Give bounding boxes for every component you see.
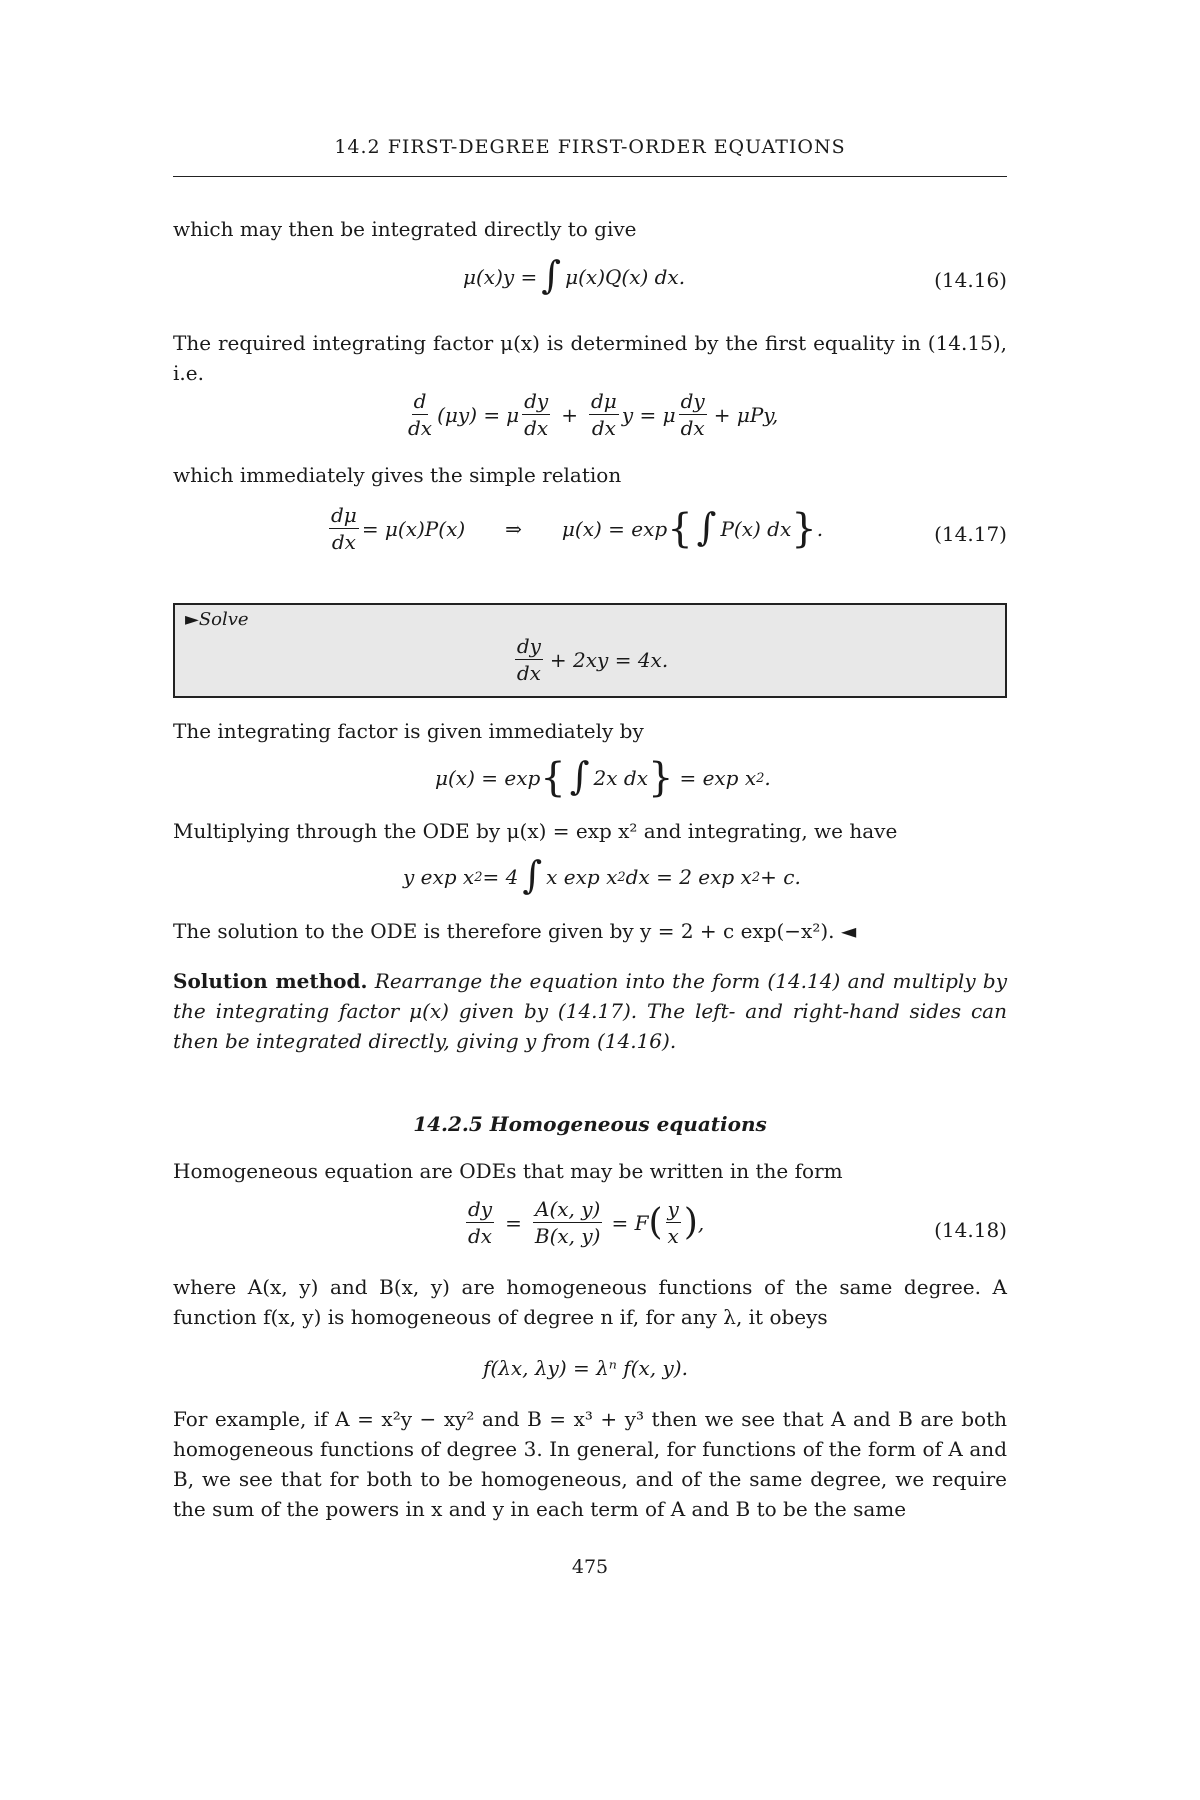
solution-method-title: Solution method. (173, 969, 368, 993)
paragraph-example: For example, if A = x²y − xy² and B = x³ + y³ then we see that A and B are both homogeneous functions of degree 3. In general, for functions of the form of A and B, we see that for both to be homogeneous, and of the same degree, we require the sum of the powers in x and y in each term of A and B to be the same (173, 1407, 1007, 1521)
equation-number-14-18: (14.18) (934, 1218, 1007, 1242)
eq-18-equals: = (505, 1210, 522, 1235)
eq-18-F: = F (611, 1210, 649, 1235)
paragraph-integrating-factor: The required integrating factor μ(x) is determined by the first equality in (14.15), i.e. (173, 331, 1007, 385)
left-paren: ( (648, 1201, 663, 1243)
page-number: 475 (571, 1556, 609, 1578)
eq-int-integrand-sup: 2 (617, 869, 626, 885)
eq-if-rhs-sup: 2 (756, 770, 765, 786)
paragraph-multiplying: Multiplying through the ODE by μ(x) = exp x² and integrating, we have (173, 819, 898, 843)
fraction-dy-dx-example: $\frac{dy}{dx}$ (516, 634, 541, 685)
eq-int-lhs-sup: 2 (474, 869, 483, 885)
eq-if-integrand: 2x dx (593, 766, 648, 790)
eq-14-16-integrand: μ(x)Q(x) dx. (565, 265, 686, 289)
equation-integrating-factor (173, 752, 1007, 812)
paragraph-intro: which may then be integrated directly to give (173, 217, 637, 241)
paragraph-where: where A(x, y) and B(x, y) are homogeneous functions of the same degree. A function f(x, y) is homogeneous of degree n if, for any λ, it obeys (173, 1275, 1007, 1329)
example-box (173, 603, 1007, 698)
fraction-dy-dx: $\frac{dy}{dx}$ (524, 389, 549, 440)
eq-product-tail: + μPy, (713, 402, 779, 427)
eq-if-end: . (764, 766, 771, 790)
solution-method (173, 966, 1007, 1056)
example-equation-rest: + 2xy = 4x. (549, 647, 669, 672)
eq-homog-text: f(λx, λy) = λⁿ f(x, y). (483, 1356, 688, 1380)
equation-14-17 (173, 500, 1007, 570)
left-brace: { (667, 505, 693, 552)
equation-number-14-16: (14.16) (934, 268, 1007, 292)
paragraph-if-given: The integrating factor is given immediately by (173, 719, 644, 743)
equation-product-rule (173, 388, 1007, 454)
eq-product-plus: + (561, 402, 578, 427)
equation-number-14-17: (14.17) (934, 522, 1007, 546)
right-brace: } (648, 755, 674, 801)
fraction-a-over-b: $\frac{A(x, y)}{B(x, y)}$ (534, 1197, 601, 1248)
example-label: ►Solve (185, 609, 249, 630)
eq-if-lhs: μ(x) = exp (435, 766, 541, 790)
integral-sign: ∫ (522, 853, 543, 897)
fraction-dmu-dx: $\frac{d\mu}{dx}$ (591, 389, 617, 440)
running-head: 14.2 FIRST-DEGREE FIRST-ORDER EQUATIONS (334, 136, 846, 158)
eq-14-17-lhs: = μ(x)P(x) (361, 516, 466, 541)
right-paren: ) (683, 1201, 698, 1243)
fraction-dy-dx-2: $\frac{dy}{dx}$ (680, 389, 705, 440)
header-rule (173, 176, 1007, 177)
integral-sign: ∫ (696, 504, 717, 549)
left-brace: { (540, 755, 566, 801)
eq-int-end: + c. (760, 865, 801, 889)
implies-arrow: ⇒ (505, 516, 522, 541)
equation-homogeneity (173, 1352, 1007, 1392)
eq-14-16-lhs: μ(x)y = (463, 265, 538, 289)
equation-integrated (173, 852, 1007, 912)
integral-sign: ∫ (569, 754, 590, 798)
equation-14-18 (173, 1196, 1007, 1266)
eq-14-17-rhs: μ(x) = exp (561, 516, 668, 541)
right-brace: } (791, 505, 817, 552)
paragraph-solution: The solution to the ODE is therefore given by y = 2 + c exp(−x²). ◄ (173, 919, 857, 943)
equation-14-16 (173, 252, 1007, 312)
eq-14-17-integrand: P(x) dx (720, 516, 792, 541)
fraction-y-over-x: $\frac{y}{x}$ (667, 1197, 679, 1248)
eq-product-muy: (μy) = (437, 402, 501, 427)
eq-18-end: , (697, 1210, 705, 1235)
eq-int-lhs: y exp x (403, 865, 475, 889)
eq-int-integrand: x exp x (546, 865, 618, 889)
eq-int-rest-sup: 2 (751, 869, 761, 885)
section-title: 14.2.5 Homogeneous equations (413, 1112, 767, 1136)
eq-product-y-eq: y = μ (621, 402, 676, 427)
paragraph-simple-relation: which immediately gives the simple relation (173, 463, 622, 487)
eq-int-rest: dx = 2 exp x (625, 865, 752, 889)
fraction-d-dx: $\frac{d}{dx}$ (408, 389, 433, 440)
eq-product-mu: μ (506, 402, 520, 427)
solution-method-body: Rearrange the equation into the form (14.14) and multiply by the integrating factor μ(x) given by (14.17). The left- and right-hand sides can then be integrated directly, giving y from (14.16). (173, 969, 1007, 1053)
fraction-dmu-dx-17: $\frac{d\mu}{dx}$ (331, 503, 357, 554)
example-equation (175, 635, 1005, 684)
eq-14-17-end: . (816, 516, 824, 541)
eq-if-rhs: = exp x (679, 766, 757, 790)
eq-int-mid: = 4 (482, 865, 519, 889)
paragraph-homogeneous-intro: Homogeneous equation are ODEs that may be written in the form (173, 1159, 843, 1183)
fraction-dy-dx-18: $\frac{dy}{dx}$ (468, 1197, 493, 1248)
integral-sign: ∫ (541, 253, 562, 297)
